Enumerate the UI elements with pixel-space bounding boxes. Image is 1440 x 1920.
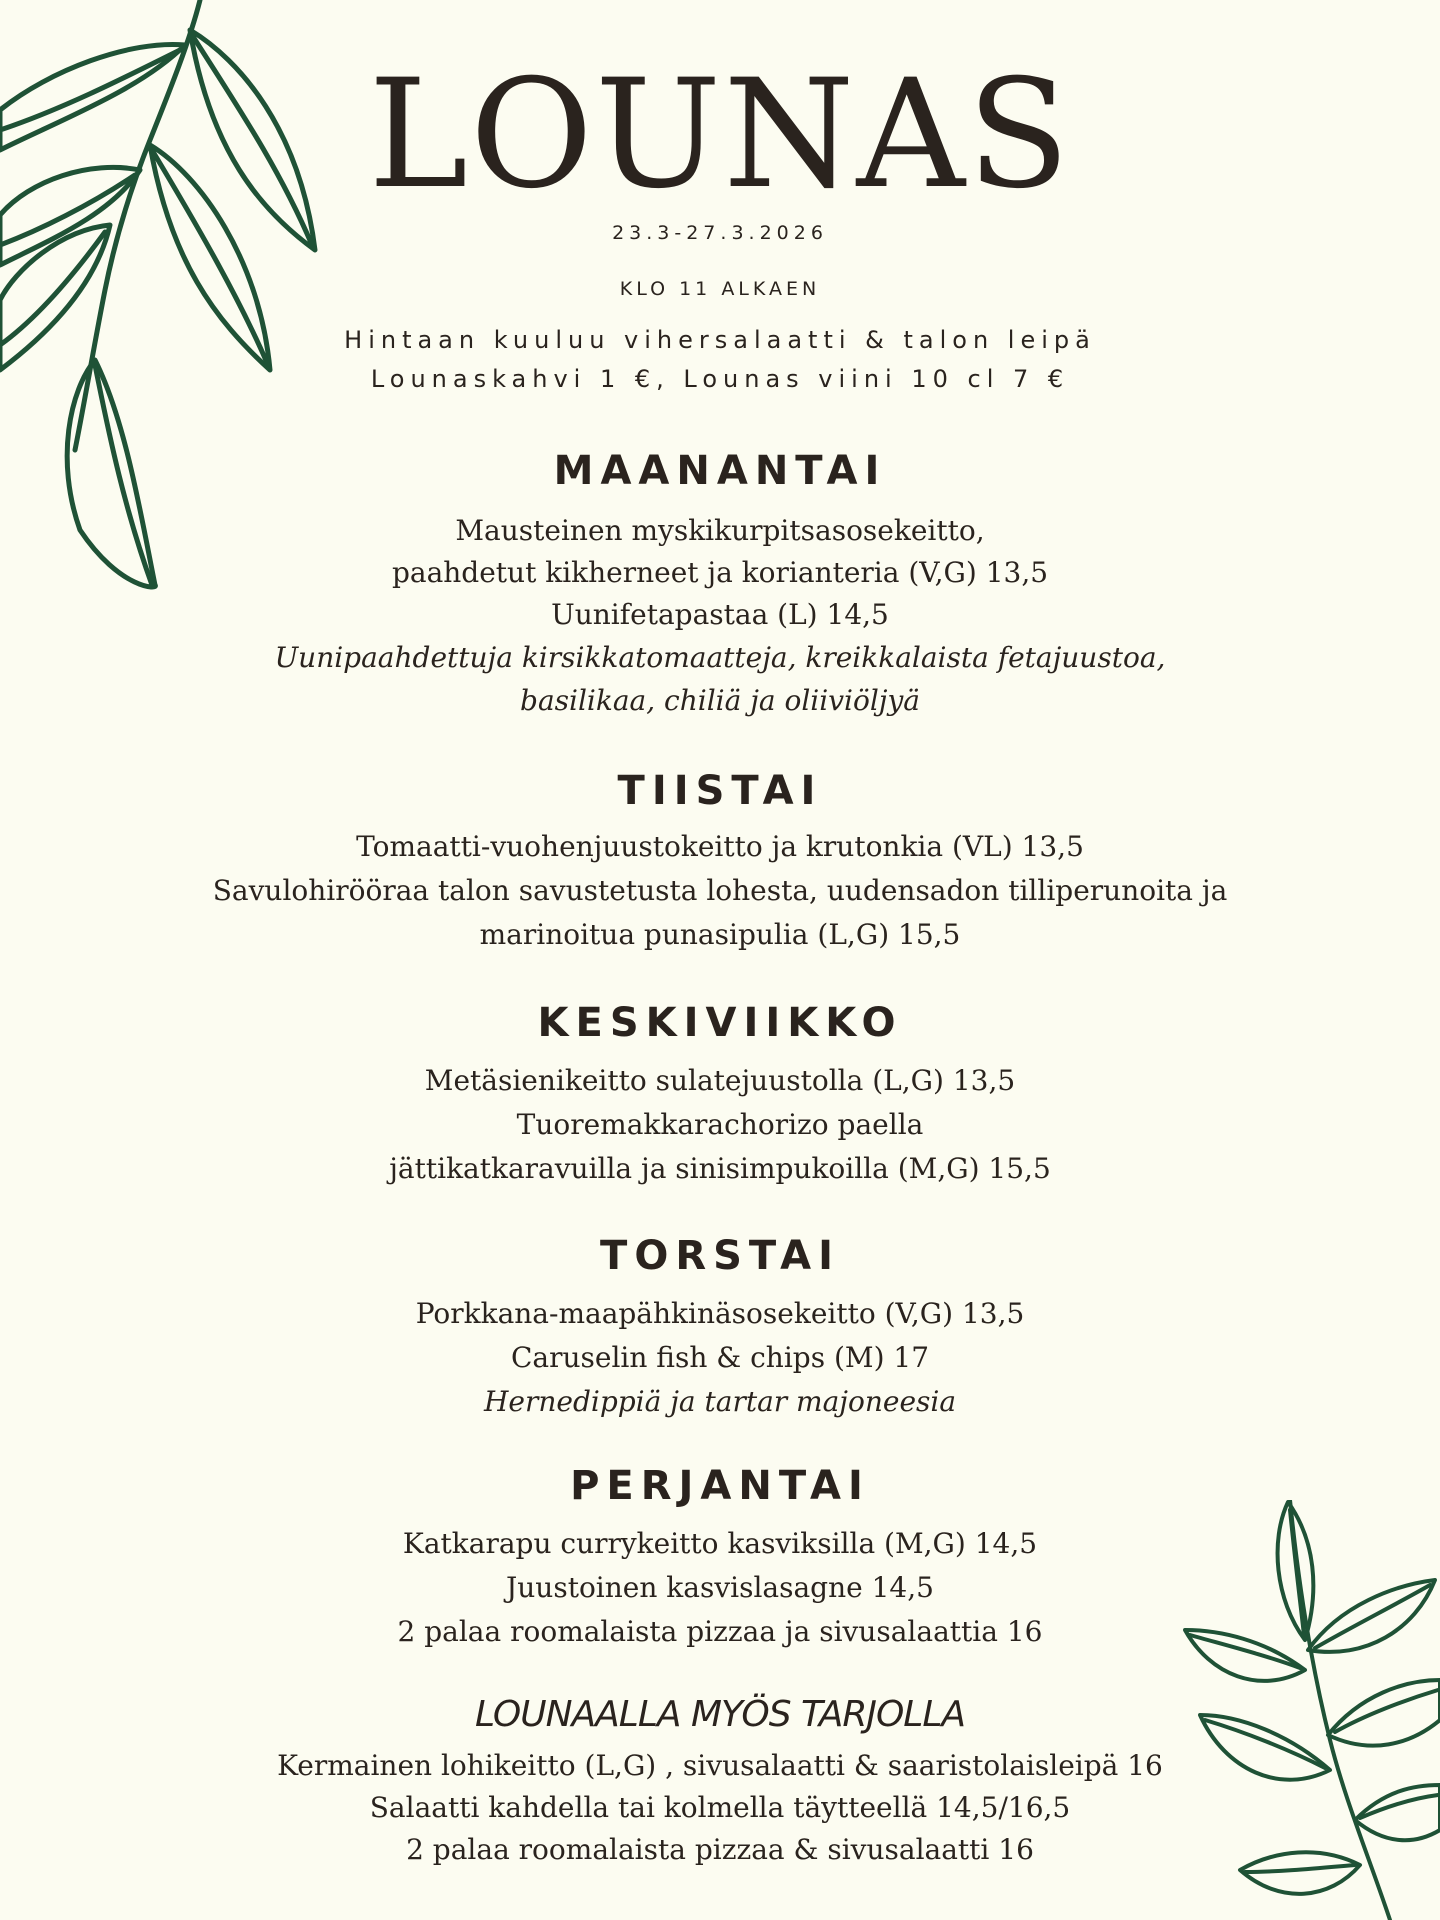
menu-line: jättikatkaravuilla ja sinisimpukoilla (M,G) 15,5 [389,1152,1051,1185]
menu-line: Katkarapu currykeitto kasviksilla (M,G) 14,5 [402,1527,1038,1560]
menu-line-description: basilikaa, chiliä ja oliiviöljyä [520,684,920,717]
included-info: Hintaan kuuluu vihersalaatti & talon leipä [344,326,1096,354]
menu-line: Juustoinen kasvislasagne 14,5 [506,1571,934,1604]
menu-line: Tomaatti-vuohenjuustokeitto ja krutonkia (VL) 13,5 [356,830,1084,863]
menu-line: Uunifetapastaa (L) 14,5 [551,598,889,631]
page-title: LOUNAS [368,48,1072,222]
drinks-info: Lounaskahvi 1 €, Lounas viini 10 cl 7 € [370,365,1070,393]
menu-line: Metäsienikeitto sulatejuustolla (L,G) 13,5 [424,1064,1016,1097]
menu-line: Savulohirööraa talon savustetusta lohesta, uudensadon tilliperunoita ja [212,874,1228,907]
menu-line: Mausteinen myskikurpitsasosekeitto, [455,514,985,547]
extra-line: Salaatti kahdella tai kolmella täytteellä 14,5/16,5 [369,1791,1071,1824]
menu-line-description: Hernedippiä ja tartar majoneesia [483,1385,957,1418]
extra-line: 2 palaa roomalaista pizzaa & sivusalaatti 16 [406,1833,1034,1866]
menu-line: paahdetut kikherneet ja korianteria (V,G) 13,5 [391,556,1049,589]
menu-line: marinoitua punasipulia (L,G) 15,5 [479,918,961,951]
serving-hours: KLO 11 ALKAEN [619,278,821,300]
day-heading-tuesday: TIISTAI [617,768,823,814]
day-heading-wednesday: KESKIVIIKKO [537,1000,903,1046]
menu-line: 2 palaa roomalaista pizzaa ja sivusalaattia 16 [397,1615,1043,1648]
day-heading-thursday: TORSTAI [600,1233,840,1279]
menu-line: Tuoremakkarachorizo paella [516,1108,924,1141]
also-available-heading: LOUNAALLA MYÖS TARJOLLA [474,1694,966,1735]
menu-line: Porkkana-maapähkinäsosekeitto (V,G) 13,5 [415,1297,1025,1330]
extra-line: Kermainen lohikeitto (L,G) , sivusalaatti & saaristolaisleipä 16 [277,1749,1163,1782]
menu-line-description: Uunipaahdettuja kirsikkatomaatteja, kreikkalaista fetajuustoa, [274,641,1166,674]
day-heading-monday: MAANANTAI [553,448,887,494]
day-heading-friday: PERJANTAI [570,1463,870,1509]
menu-dates: 23.3-27.3.2026 [612,222,828,244]
menu-line: Caruselin fish & chips (M) 17 [510,1341,930,1374]
